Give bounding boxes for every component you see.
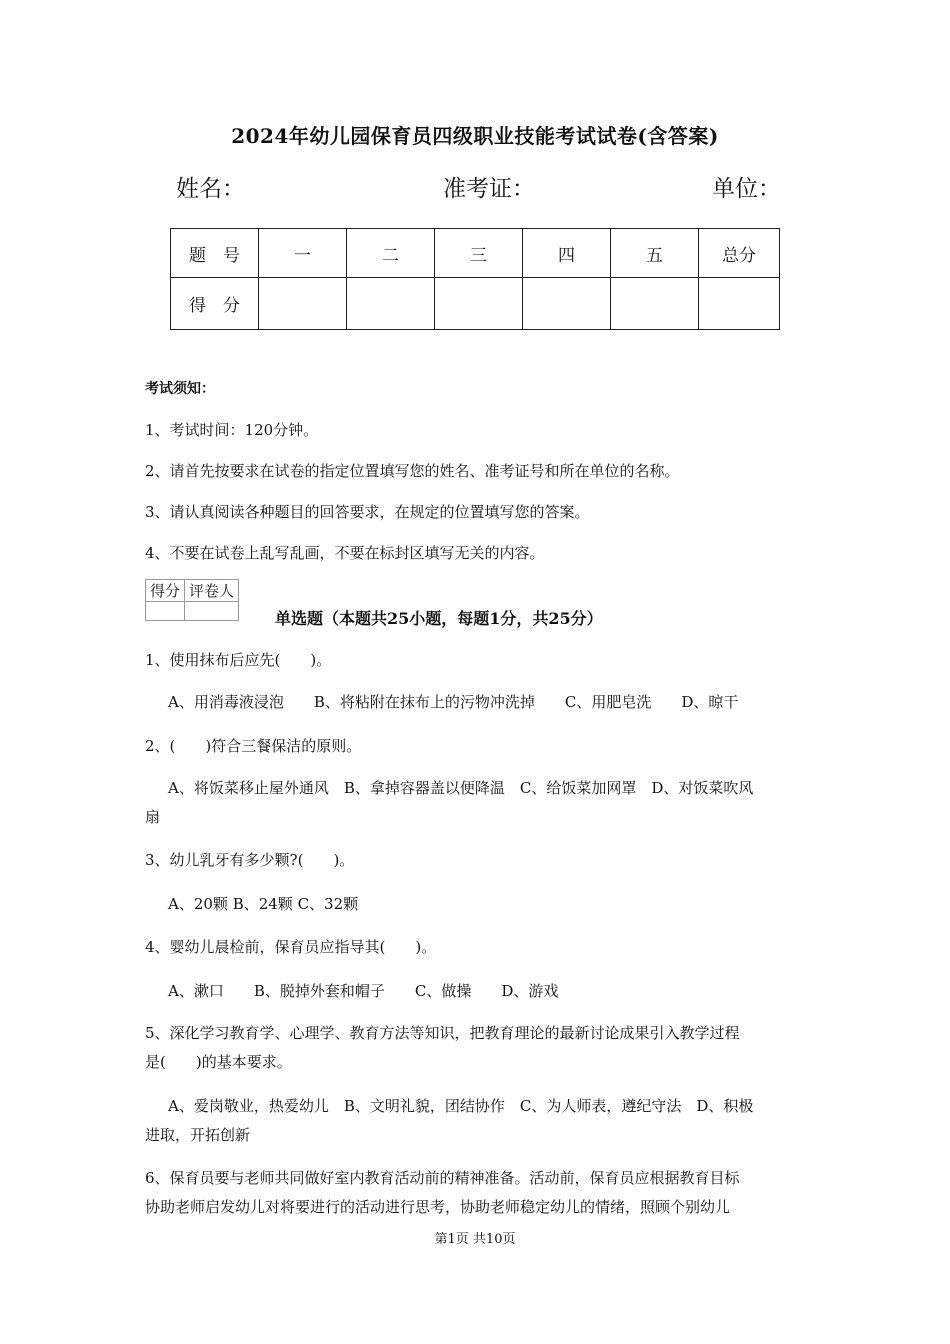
- grader-score-label: 得分: [146, 580, 185, 602]
- candidate-info-row: [0, 170, 950, 204]
- question-options: A、漱口 B、脱掉外套和帽子 C、做操 D、游戏: [168, 982, 559, 1000]
- score-header-cell: 二: [347, 229, 435, 278]
- question-stem: 3、幼儿乳牙有多少颗?( )。: [145, 851, 355, 869]
- exam-title: 2024年幼儿园保育员四级职业技能考试试卷(含答案): [231, 124, 719, 148]
- question-stem: 5、深化学习教育学、心理学、教育方法等知识，把教育理论的最新讨论成果引入教学过程: [145, 1024, 740, 1042]
- grader-score-cell[interactable]: [146, 602, 185, 621]
- unit-label: 单位：: [712, 176, 781, 202]
- score-header-cell: 五: [611, 229, 699, 278]
- score-header-cell: 一: [259, 229, 347, 278]
- question-stem: 1、使用抹布后应先( )。: [145, 651, 332, 669]
- score-header-cell: 题 号: [171, 229, 259, 278]
- exam-id-label: 准考证：: [443, 176, 535, 202]
- score-cell[interactable]: [259, 278, 347, 330]
- question-options-continued: 进取，开拓创新: [145, 1126, 251, 1144]
- grader-reviewer-label: 评卷人: [185, 580, 239, 602]
- score-header-cell: 四: [523, 229, 611, 278]
- score-cell[interactable]: [435, 278, 523, 330]
- score-cell[interactable]: [699, 278, 780, 330]
- question-stem: 2、( )符合三餐保洁的原则。: [145, 737, 362, 755]
- name-label: 姓名：: [176, 176, 245, 202]
- question-options: A、爱岗敬业，热爱幼儿 B、文明礼貌，团结协作 C、为人师表，遵纪守法 D、积极: [168, 1097, 754, 1115]
- question-stem-continued: 是( )的基本要求。: [145, 1053, 292, 1071]
- question-options: A、将饭菜移止屋外通风 B、拿掉容器盖以便降温 C、给饭菜加网罩 D、对饭菜吹风: [168, 779, 754, 797]
- question-options: A、20颗 B、24颗 C、32颗: [168, 895, 359, 913]
- grader-reviewer-cell[interactable]: [185, 602, 239, 621]
- score-table: [170, 228, 780, 330]
- question-options: A、用消毒液浸泡 B、将粘附在抹布上的污物冲洗掉 C、用肥皂洗 D、晾干: [168, 693, 739, 711]
- score-cell[interactable]: [523, 278, 611, 330]
- section-heading: 单选题（本题共25小题，每题1分，共25分）: [275, 609, 603, 628]
- score-header-cell: 总分: [699, 229, 780, 278]
- score-cell[interactable]: [347, 278, 435, 330]
- question-stem: 4、婴幼儿晨检前，保育员应指导其( )。: [145, 938, 437, 956]
- notice-item: 1、考试时间：120分钟。: [145, 421, 319, 439]
- notice-item: 2、请首先按要求在试卷的指定位置填写您的姓名、准考证号和所在单位的名称。: [145, 462, 680, 480]
- question-options-continued: 扇: [145, 808, 161, 826]
- notice-item: 3、请认真阅读各种题目的回答要求，在规定的位置填写您的答案。: [145, 503, 590, 521]
- question-stem-continued: 协助老师启发幼儿对将要进行的活动进行思考，协助老师稳定幼儿的情绪，照顾个别幼儿: [145, 1198, 731, 1216]
- score-header-cell: 三: [435, 229, 523, 278]
- grader-box: [145, 579, 239, 621]
- score-cell[interactable]: [611, 278, 699, 330]
- question-stem: 6、保育员要与老师共同做好室内教育活动前的精神准备。活动前，保育员应根据教育目标: [145, 1169, 740, 1187]
- notice-item: 4、不要在试卷上乱写乱画，不要在标封区填写无关的内容。: [145, 544, 545, 562]
- page-footer: 第1页 共10页: [434, 1232, 516, 1247]
- notice-title: 考试须知：: [145, 381, 215, 397]
- score-row-label: 得 分: [171, 278, 259, 330]
